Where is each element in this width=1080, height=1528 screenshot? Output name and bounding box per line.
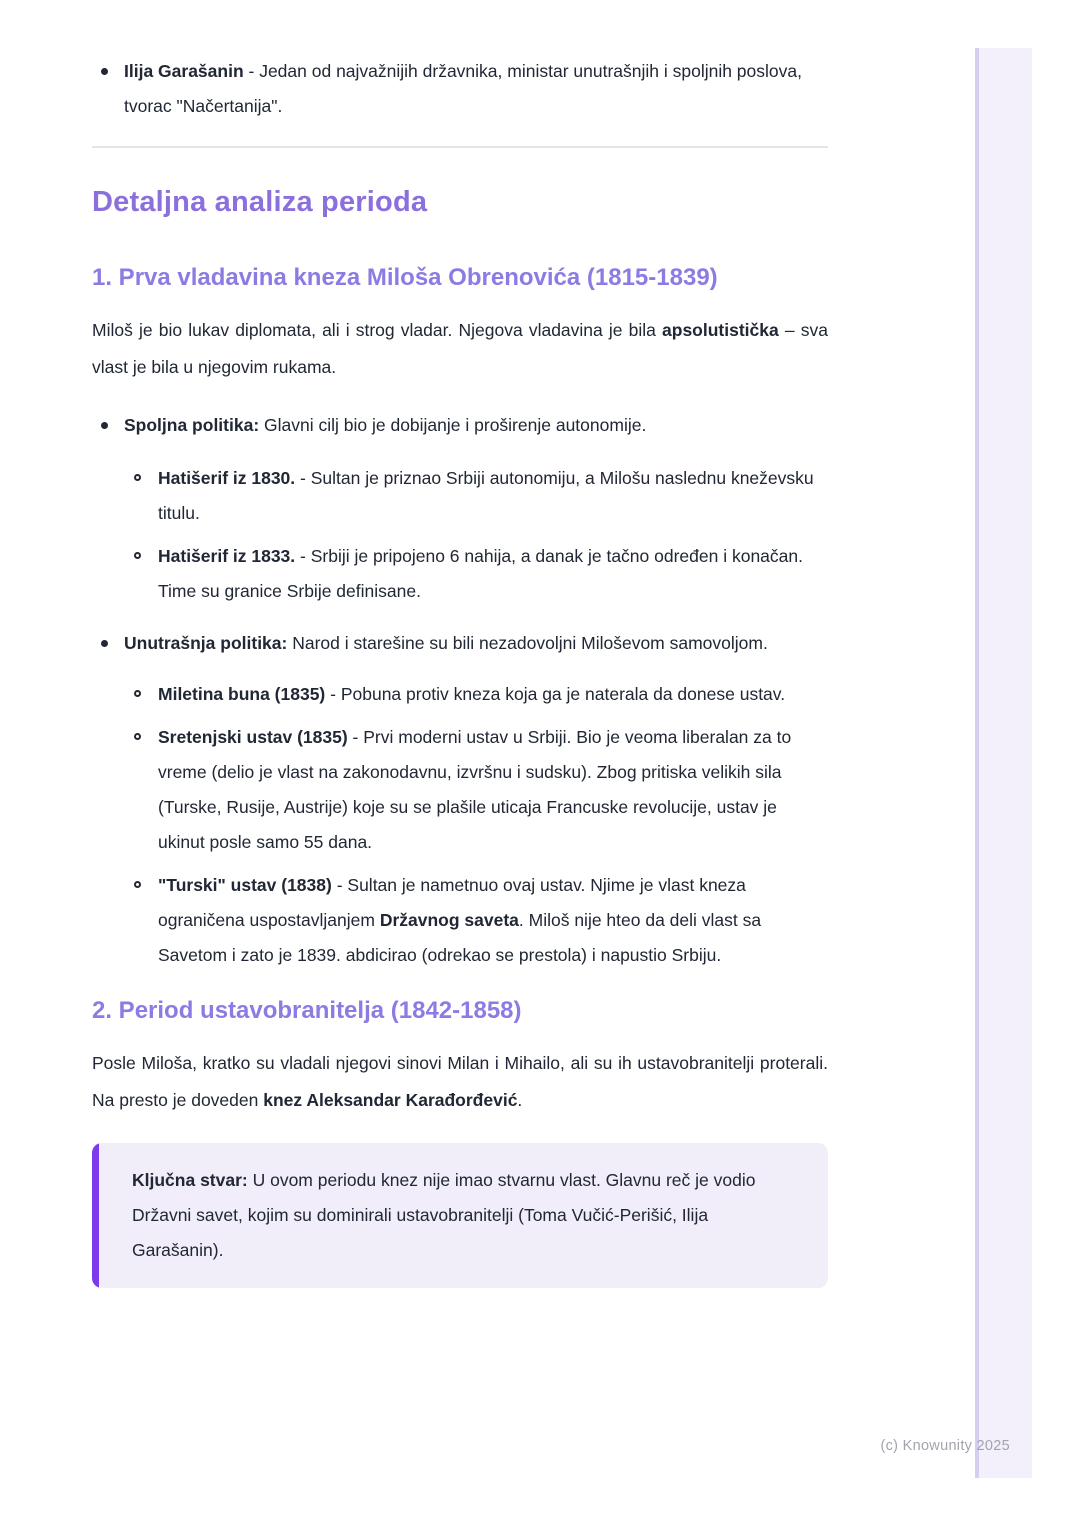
circle-bullet-icon (134, 552, 141, 559)
list-item-text: Narod i starešine su bili nezadovoljni Miloševom samovoljom. (287, 633, 768, 653)
callout-body: U ovom periodu knez nije imao stvarnu vlast. Glavnu reč je vodio Državni savet, kojim su dominirali ustavobranitelji (Toma Vučić-Perišić, Ilija Garašanin). (132, 1170, 756, 1260)
intro-list (92, 54, 828, 124)
document-page (92, 0, 828, 1288)
list-item-text: - Pobuna protiv kneza koja ga je naterala da donese ustav. (325, 684, 786, 704)
paragraph-text: . (517, 1090, 523, 1110)
section-divider (92, 146, 828, 148)
list-item-lead: Unutrašnja politika: (124, 633, 288, 653)
next-page-edge-strip (975, 48, 1032, 1478)
list-item-hatiserif-1830 (92, 461, 828, 531)
list-item-turski-ustav (92, 868, 828, 973)
list-item-text: - Prvi moderni ustav u Srbiji. Bio je veoma liberalan za to vreme (delio je vlast na zakonodavnu, izvršnu i sudsku). Zbog pritiska velikih sila (Turske, Rusije, Austrije) koje su se plašile uticaja Francuske revolucije, ustav je ukinut posle samo 55 dana. (158, 727, 792, 852)
list-item-text: - Srbiji je pripojeno 6 nahija, a danak je tačno određen i konačan. Time su granice Srbije definisane. (158, 546, 803, 601)
bullet-icon (101, 422, 108, 429)
list-item-text: - Sultan je nametnuo ovaj ustav. Njime je vlast kneza ograničena uspostavljanjem (158, 875, 746, 930)
list-item-unutrasnja-politika (92, 626, 828, 661)
section-1-paragraph (92, 312, 828, 386)
list-item-lead: Hatišerif iz 1830. (158, 468, 296, 488)
circle-bullet-icon (134, 474, 141, 481)
list-item-text: Glavni cilj bio je dobijanje i proširenje autonomije. (259, 415, 647, 435)
paragraph-bold: knez Aleksandar Karađorđević (263, 1090, 518, 1110)
list-item-lead: Hatišerif iz 1833. (158, 546, 296, 566)
section-2-paragraph (92, 1045, 828, 1119)
paragraph-text: Posle Miloša, kratko su vladali njegovi sinovi Milan i Mihailo, ali su ih ustavobranitelji proterali. Na presto je doveden (92, 1053, 828, 1110)
list-item-lead: "Turski" ustav (1838) (158, 875, 332, 895)
paragraph-bold: apsolutistička (662, 320, 779, 340)
section-2-heading: 2. Period ustavobranitelja (1842-1858) (92, 997, 522, 1024)
list-item-lead: Miletina buna (1835) (158, 684, 326, 704)
list-item-hatiserif-1833 (92, 539, 828, 609)
sub-list (92, 677, 828, 973)
list-item-bold: Državnog saveta (379, 910, 519, 930)
list-item-lead: Ilija Garašanin (124, 61, 244, 81)
section-1-list (92, 408, 828, 973)
list-item (92, 54, 828, 124)
bullet-icon (101, 640, 108, 647)
paragraph-text: Miloš je bio lukav diplomata, ali i strog vladar. Njegova vladavina je bila (92, 320, 663, 340)
circle-bullet-icon (134, 881, 141, 888)
list-item-spoljna-politika (92, 408, 828, 443)
callout-accent-bar (92, 1143, 99, 1288)
section-1-heading: 1. Prva vladavina kneza Miloša Obrenovića (1815-1839) (92, 264, 718, 291)
list-item-miletina-buna (92, 677, 828, 712)
circle-bullet-icon (134, 733, 141, 740)
page-title: Detaljna analiza perioda (92, 186, 428, 218)
list-item-text: . Miloš nije hteo da deli vlast sa Savetom i zato je 1839. abdicirao (odrekao se prestola) i napustio Srbiju. (158, 910, 762, 965)
key-point-callout (92, 1143, 828, 1288)
list-item-lead: Spoljna politika: (124, 415, 260, 435)
circle-bullet-icon (134, 690, 141, 697)
callout-lead: Ključna stvar: (132, 1170, 248, 1190)
sub-list (92, 461, 828, 609)
list-item-sretenjski-ustav (92, 720, 828, 860)
list-item-text: - Sultan je priznao Srbiji autonomiju, a Milošu naslednu kneževsku titulu. (158, 468, 814, 523)
copyright-watermark: (c) Knowunity 2025 (880, 1438, 1010, 1454)
paragraph-text: – sva vlast je bila u njegovim rukama. (92, 320, 828, 377)
bullet-icon (101, 68, 108, 75)
list-item-lead: Sretenjski ustav (1835) (158, 727, 348, 747)
callout-text (132, 1163, 798, 1268)
list-item-text: - Jedan od najvažnijih državnika, ministar unutrašnjih i spoljnih poslova, tvorac "Načertanija". (124, 61, 802, 116)
